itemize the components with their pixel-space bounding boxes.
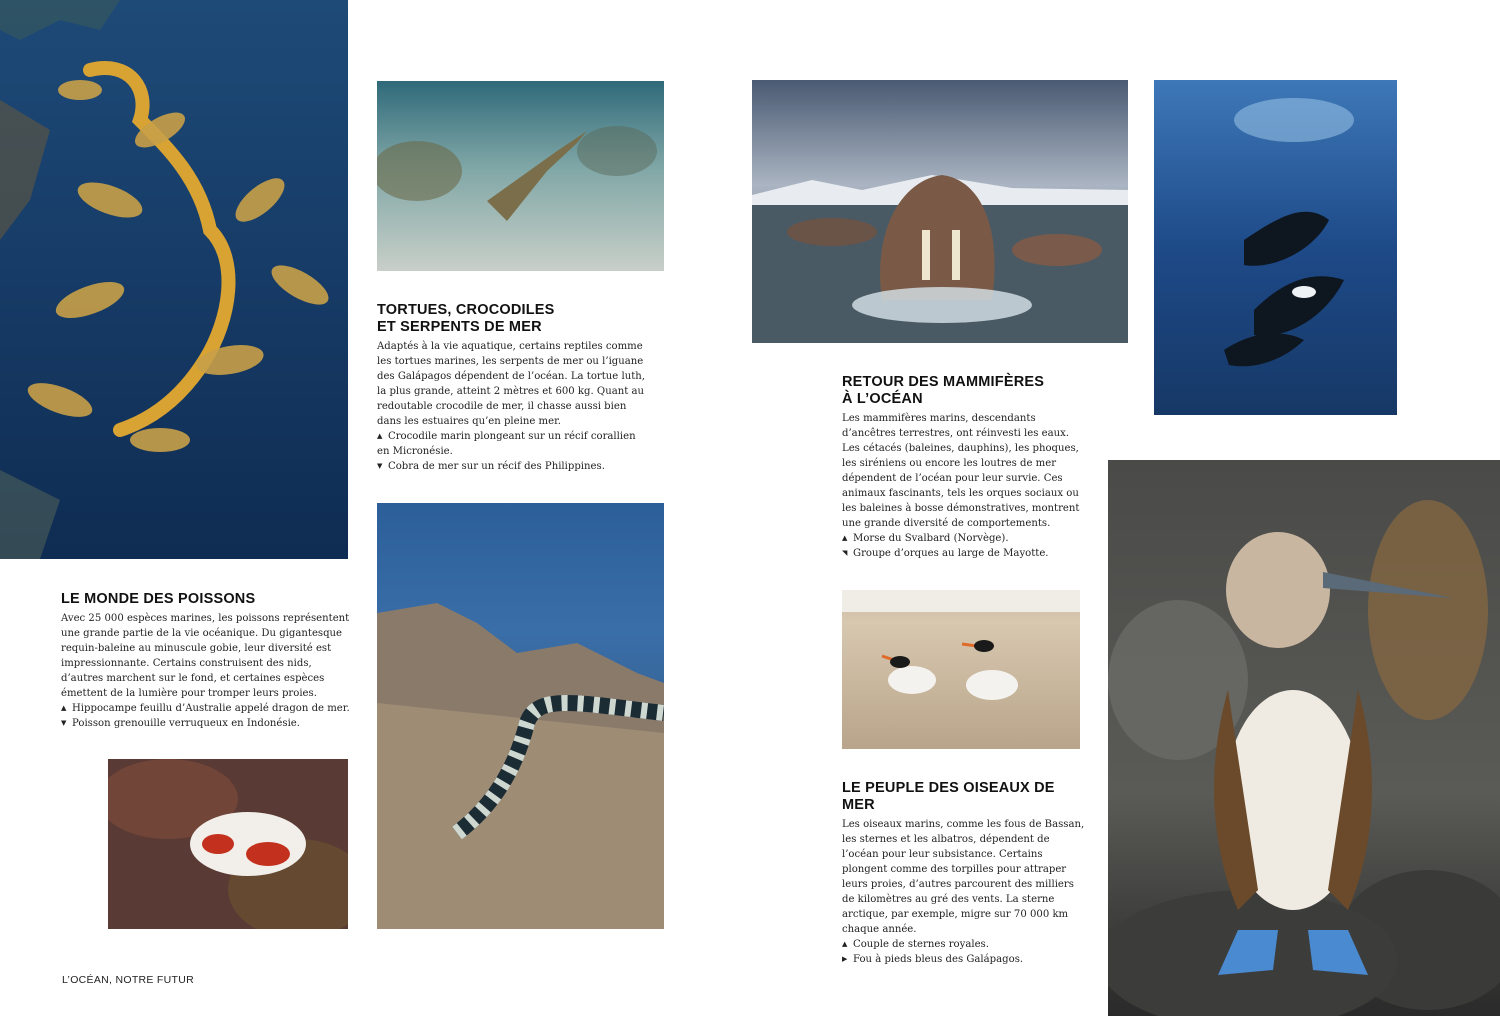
arrow-up-icon: ▲ [842, 534, 848, 542]
section-mammals [842, 374, 1087, 561]
page-footer: L’OCÉAN, NOTRE FUTUR [62, 974, 195, 986]
caption: ◥ Groupe d’orques au large de Mayotte. [842, 548, 1049, 559]
caption: ▼ Cobra de mer sur un récif des Philippines. [377, 461, 605, 472]
section-title: RETOUR DES MAMMIFÈRES À L’OCÉAN [842, 374, 1045, 407]
section-body: Avec 25 000 espèces marines, les poissons représentent une grande partie de la vie océanique. Du gigantesque requin-baleine au minuscule gobie, leur diversité est impressionnante. Certains construisent des nids, d’autres marchent sur le fond, et certaines espèces émettent de la lumière pour tromper leurs proies. [61, 613, 350, 699]
caption: ▲ Morse du Svalbard (Norvège). [842, 533, 1009, 544]
section-title: TORTUES, CROCODILES ET SERPENTS DE MER [377, 302, 555, 335]
arrow-down-icon: ▼ [377, 462, 383, 470]
section-body: Les mammifères marins, descendants d’ancêtres terrestres, ont réinvesti les eaux. Les cétacés (baleines, dauphins), les phoques, les siréniens ou encore les loutres de mer dépendent de l’océan pour leur survie. Ces animaux fascinants, tels les orques sociaux ou les baleines à bosse démonstratives, montrent une grande diversité de comportements. [842, 413, 1080, 529]
arrow-up-icon: ▲ [842, 940, 848, 948]
section-title: LE MONDE DES POISSONS [61, 591, 256, 607]
section-reptiles [377, 302, 647, 474]
arrow-upper-right-icon: ◥ [842, 549, 848, 557]
section-body: Les oiseaux marins, comme les fous de Bassan, les sternes et les albatros, dépendent de l’océan pour leur subsistance. Certains plongent comme des torpilles pour attraper leurs proies, d’autres parcourent des milliers de kilomètres au gré des vents. La sterne arctique, par exemple, migre sur 70 000 km chaque année. [842, 819, 1085, 935]
photo-terns [842, 590, 1080, 749]
arrow-right-icon: ▶ [842, 955, 848, 963]
caption: ▲ Couple de sternes royales. [842, 939, 989, 950]
arrow-up-icon: ▲ [61, 704, 67, 712]
arrow-down-icon: ▼ [61, 719, 67, 727]
arrow-up-icon: ▲ [377, 432, 383, 440]
caption: ▲ Hippocampe feuillu d’Australie appelé dragon de mer. [61, 703, 350, 714]
photo-walrus [752, 80, 1128, 343]
photo-leafy-seadragon [0, 0, 348, 559]
photo-frogfish [108, 759, 348, 929]
section-fish [61, 591, 351, 731]
caption: ▶ Fou à pieds bleus des Galápagos. [842, 954, 1024, 965]
photo-sea-cobra [377, 503, 664, 929]
photo-blue-footed-booby [1108, 460, 1500, 1016]
section-birds [842, 780, 1087, 967]
caption: ▲ Crocodile marin plongeant sur un récif corallien en Micronésie. [377, 431, 636, 457]
caption: ▼ Poisson grenouille verruqueux en Indonésie. [61, 718, 300, 729]
section-body: Adaptés à la vie aquatique, certains reptiles comme les tortues marines, les serpents de mer ou l’iguane des Galápagos dépendent de l’océan. La tortue luth, la plus grande, atteint 2 mètres et 600 kg. Quant au redoutable crocodile de mer, il chasse aussi bien dans les estuaires qu’en pleine mer. [377, 341, 645, 427]
photo-crocodile [377, 81, 664, 271]
section-title: LE PEUPLE DES OISEAUX DE MER [842, 780, 1055, 813]
photo-orcas [1154, 80, 1397, 415]
